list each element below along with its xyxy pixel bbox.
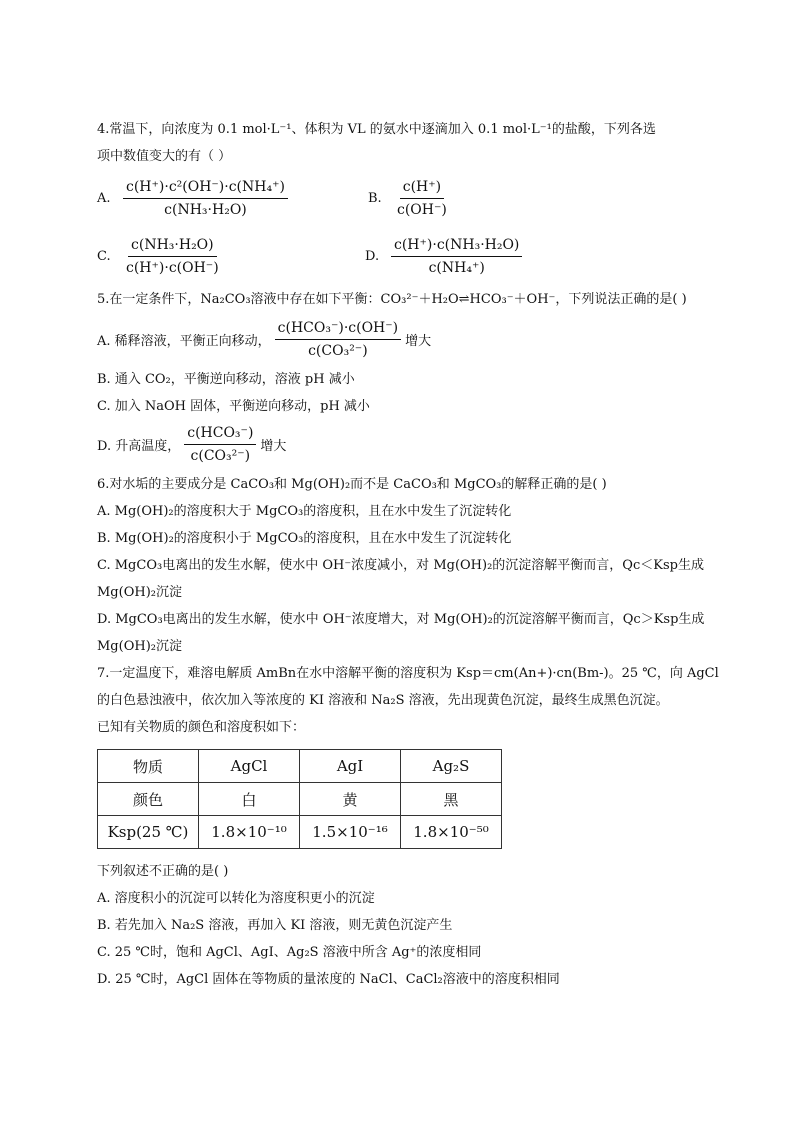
numerator: c(HCO₃⁻)·c(OH⁻): [275, 319, 401, 340]
option-suffix: 增大: [405, 334, 432, 349]
q6-option-a: A. Mg(OH)₂的溶度积大于 MgCO₃的溶度积，且在水中发生了沉淀转化: [97, 504, 512, 519]
numerator: c(H⁺)·c(NH₃·H₂O): [391, 236, 522, 257]
option-label: D.: [365, 249, 380, 264]
table-cell: 黑: [401, 783, 502, 816]
q6-option-b: B. Mg(OH)₂的溶度积小于 MgCO₃的溶度积，且在水中发生了沉淀转化: [97, 531, 512, 546]
numerator: c(NH₃·H₂O): [128, 236, 217, 257]
denominator: c(CO₃²⁻): [190, 448, 251, 464]
q4-stem-line1: 4.常温下，向浓度为 0.1 mol·L⁻¹、体积为 VL 的氨水中逐滴加入 0.1 mol·L⁻¹的盐酸，下列各选: [97, 122, 656, 137]
table-cell: 1.5×10⁻¹⁶: [300, 816, 401, 849]
q6-option-d-line2: Mg(OH)₂沉淀: [97, 639, 182, 654]
table-cell: AgI: [300, 750, 401, 783]
q7-stem-line3: 已知有关物质的颜色和溶度积如下：: [97, 720, 306, 735]
table-cell: 黄: [300, 783, 401, 816]
q6-option-c-line2: Mg(OH)₂沉淀: [97, 585, 182, 600]
q7-stem-line1: 7.一定温度下，难溶电解质 AmBn在水中溶解平衡的溶度积为 Ksp＝cm(An+)·cn(Bm-)。25 ℃，向 AgCl: [97, 666, 719, 681]
numerator: c(HCO₃⁻): [184, 424, 256, 445]
option-suffix: 增大: [260, 439, 287, 454]
table-row: [98, 816, 502, 849]
table-cell: 白: [199, 783, 300, 816]
table-cell: 1.8×10⁻¹⁰: [199, 816, 300, 849]
denominator: c(OH⁻): [397, 202, 447, 218]
q4-option-a: [97, 178, 292, 219]
q4-b-fraction: [394, 178, 450, 219]
q4-a-fraction: [123, 178, 288, 219]
q4-c-fraction: [123, 236, 222, 277]
denominator: c(CO₃²⁻): [308, 343, 368, 359]
option-label: A.: [97, 191, 111, 206]
denominator: c(H⁺)·c(OH⁻): [126, 260, 219, 276]
table-cell: Ksp(25 ℃): [98, 816, 199, 849]
q7-option-a: A. 溶度积小的沉淀可以转化为溶度积更小的沉淀: [97, 891, 375, 906]
q5-d-fraction: [184, 424, 256, 465]
numerator: c(H⁺)·c²(OH⁻)·c(NH₄⁺): [123, 178, 288, 199]
q7-stem-line2: 的白色悬浊液中，依次加入等浓度的 KI 溶液和 Na₂S 溶液，先出现黄色沉淀，最终生成黑色沉淀。: [97, 693, 669, 708]
ksp-table: [97, 749, 502, 849]
q4-d-fraction: [391, 236, 522, 277]
q5-stem: 5.在一定条件下，Na₂CO₃溶液中存在如下平衡：CO₃²⁻＋H₂O⇌HCO₃⁻＋OH⁻，下列说法正确的是( ): [97, 292, 687, 307]
q6-stem: 6.对水垢的主要成分是 CaCO₃和 Mg(OH)₂而不是 CaCO₃和 MgCO₃的解释正确的是( ): [97, 477, 607, 492]
numerator: c(H⁺): [400, 178, 444, 199]
table-cell: 颜色: [98, 783, 199, 816]
q4-option-b: [368, 178, 454, 219]
q5-option-b: B. 通入 CO₂，平衡逆向移动，溶液 pH 减小: [97, 372, 355, 387]
table-row: [98, 783, 502, 816]
table-row: [98, 750, 502, 783]
q5-option-c: C. 加入 NaOH 固体，平衡逆向移动，pH 减小: [97, 399, 370, 414]
q4-option-c: [97, 236, 226, 277]
option-label: B.: [368, 191, 382, 206]
q7-option-d: D. 25 ℃时，AgCl 固体在等物质的量浓度的 NaCl、CaCl₂溶液中的溶度积相同: [97, 972, 560, 987]
q4-stem-line2: 项中数值变大的有（ ）: [97, 149, 232, 164]
table-cell: 1.8×10⁻⁵⁰: [401, 816, 502, 849]
q7-option-b: B. 若先加入 Na₂S 溶液，再加入 KI 溶液，则无黄色沉淀产生: [97, 918, 453, 933]
q7-ask: 下列叙述不正确的是( ): [97, 864, 229, 879]
denominator: c(NH₃·H₂O): [164, 202, 247, 218]
q6-option-d-line1: D. MgCO₃电离出的发生水解，使水中 OH⁻浓度增大，对 Mg(OH)₂的沉淀溶解平衡而言，Qc＞Ksp生成: [97, 612, 705, 627]
table-cell: 物质: [98, 750, 199, 783]
table-cell: Ag₂S: [401, 750, 502, 783]
table-cell: AgCl: [199, 750, 300, 783]
q5-a-fraction: [275, 319, 401, 360]
q7-option-c: C. 25 ℃时，饱和 AgCl、AgI、Ag₂S 溶液中所含 Ag⁺的浓度相同: [97, 945, 482, 960]
denominator: c(NH₄⁺): [428, 260, 485, 276]
option-text: A. 稀释溶液，平衡正向移动，: [97, 334, 271, 349]
q5-option-d: [97, 424, 286, 465]
option-text: D. 升高温度，: [97, 439, 181, 454]
q6-option-c-line1: C. MgCO₃电离出的发生水解，使水中 OH⁻浓度减小，对 Mg(OH)₂的沉淀溶解平衡而言，Qc＜Ksp生成: [97, 558, 704, 573]
q4-option-d: [365, 236, 526, 277]
q5-option-a: [97, 319, 431, 360]
option-label: C.: [97, 249, 111, 264]
